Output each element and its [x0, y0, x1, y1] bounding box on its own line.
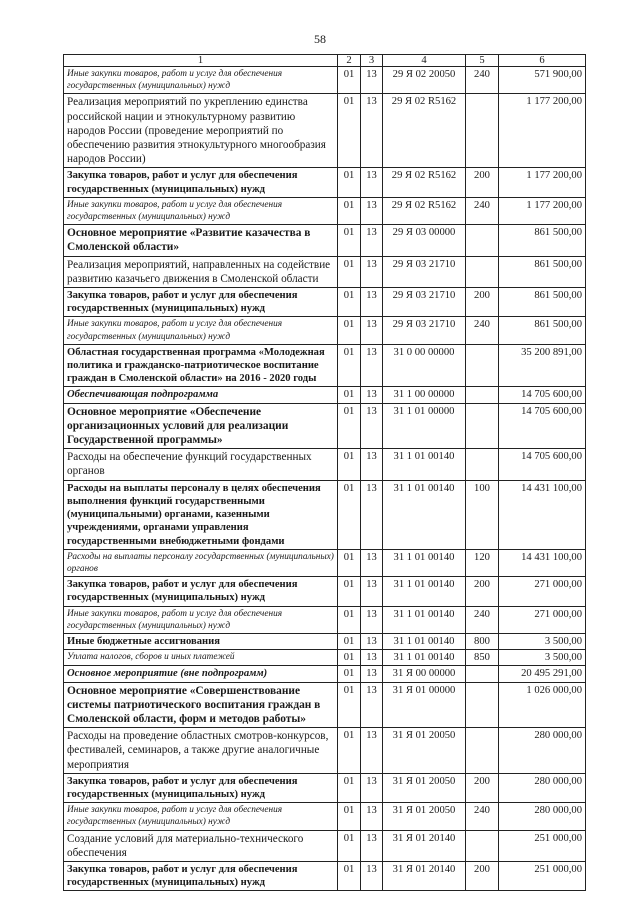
subsection-code: 13	[361, 830, 383, 861]
amount: 571 900,00	[499, 67, 586, 94]
expense-type-code	[466, 830, 499, 861]
table-row	[64, 577, 586, 606]
column-header: 5	[466, 55, 499, 67]
table-row	[64, 650, 586, 666]
expense-type-code	[466, 449, 499, 480]
table-row	[64, 728, 586, 774]
item-name: Основное мероприятие «Обеспечение организационных условий для реализации Государственной программы»	[64, 403, 338, 449]
amount: 14 705 600,00	[499, 403, 586, 449]
table-row	[64, 549, 586, 576]
subsection-code: 13	[361, 682, 383, 728]
table-row	[64, 67, 586, 94]
column-header: 6	[499, 55, 586, 67]
subsection-code: 13	[361, 344, 383, 387]
expense-type-code: 100	[466, 480, 499, 549]
subsection-code: 13	[361, 606, 383, 633]
section-code: 01	[338, 256, 361, 287]
table-row	[64, 94, 586, 168]
table-row	[64, 633, 586, 649]
table-row	[64, 344, 586, 387]
item-name: Иные закупки товаров, работ и услуг для обеспечения государственных (муниципальных) нужд	[64, 197, 338, 224]
expense-type-code: 200	[466, 577, 499, 606]
expense-type-code	[466, 225, 499, 256]
item-name: Иные бюджетные ассигнования	[64, 633, 338, 649]
expense-type-code: 200	[466, 288, 499, 317]
expense-type-code: 850	[466, 650, 499, 666]
subsection-code: 13	[361, 666, 383, 682]
expense-type-code: 240	[466, 67, 499, 94]
section-code: 01	[338, 288, 361, 317]
subsection-code: 13	[361, 168, 383, 197]
section-code: 01	[338, 803, 361, 830]
target-article-code: 31 Я 01 20050	[383, 728, 466, 774]
item-name: Иные закупки товаров, работ и услуг для обеспечения государственных (муниципальных) нужд	[64, 803, 338, 830]
amount: 1 177 200,00	[499, 197, 586, 224]
table-row	[64, 682, 586, 728]
expense-type-code: 240	[466, 197, 499, 224]
item-name: Расходы на выплаты персоналу в целях обеспечения выполнения функций государственными (муниципальными) органами, казенными учреждениями, органами управления государственными внебюджетными фондами	[64, 480, 338, 549]
item-name: Уплата налогов, сборов и иных платежей	[64, 650, 338, 666]
column-header: 1	[64, 55, 338, 67]
amount: 1 177 200,00	[499, 168, 586, 197]
expense-type-code	[466, 387, 499, 403]
subsection-code: 13	[361, 403, 383, 449]
target-article-code: 31 1 01 00140	[383, 606, 466, 633]
amount: 861 500,00	[499, 256, 586, 287]
subsection-code: 13	[361, 256, 383, 287]
amount: 1 177 200,00	[499, 94, 586, 168]
target-article-code: 31 Я 01 20050	[383, 773, 466, 802]
item-name: Основное мероприятие «Совершенствование системы патриотического воспитания граждан в Смоленской области, форм и методов работы»	[64, 682, 338, 728]
expense-type-code: 200	[466, 168, 499, 197]
section-code: 01	[338, 666, 361, 682]
column-header: 2	[338, 55, 361, 67]
subsection-code: 13	[361, 317, 383, 344]
subsection-code: 13	[361, 577, 383, 606]
section-code: 01	[338, 728, 361, 774]
expense-type-code: 240	[466, 317, 499, 344]
target-article-code: 31 1 01 00000	[383, 403, 466, 449]
subsection-code: 13	[361, 94, 383, 168]
amount: 14 431 100,00	[499, 480, 586, 549]
target-article-code: 29 Я 03 21710	[383, 317, 466, 344]
amount: 280 000,00	[499, 803, 586, 830]
expense-type-code: 120	[466, 549, 499, 576]
item-name: Основное мероприятие «Развитие казачества в Смоленской области»	[64, 225, 338, 256]
table-row	[64, 830, 586, 861]
section-code: 01	[338, 633, 361, 649]
target-article-code: 31 0 00 00000	[383, 344, 466, 387]
table-row	[64, 861, 586, 890]
subsection-code: 13	[361, 633, 383, 649]
item-name: Расходы на обеспечение функций государственных органов	[64, 449, 338, 480]
expense-type-code	[466, 403, 499, 449]
amount: 251 000,00	[499, 861, 586, 890]
target-article-code: 29 Я 02 20050	[383, 67, 466, 94]
table-row	[64, 317, 586, 344]
target-article-code: 31 1 01 00140	[383, 650, 466, 666]
subsection-code: 13	[361, 728, 383, 774]
item-name: Иные закупки товаров, работ и услуг для обеспечения государственных (муниципальных) нужд	[64, 67, 338, 94]
amount: 14 705 600,00	[499, 387, 586, 403]
section-code: 01	[338, 387, 361, 403]
table-row	[64, 449, 586, 480]
target-article-code: 31 Я 01 20140	[383, 861, 466, 890]
expense-type-code	[466, 682, 499, 728]
section-code: 01	[338, 830, 361, 861]
subsection-code: 13	[361, 861, 383, 890]
target-article-code: 31 1 01 00140	[383, 577, 466, 606]
target-article-code: 29 Я 02 R5162	[383, 168, 466, 197]
amount: 14 431 100,00	[499, 549, 586, 576]
amount: 280 000,00	[499, 728, 586, 774]
amount: 271 000,00	[499, 577, 586, 606]
subsection-code: 13	[361, 549, 383, 576]
section-code: 01	[338, 861, 361, 890]
item-name: Закупка товаров, работ и услуг для обеспечения государственных (муниципальных) нужд	[64, 773, 338, 802]
table-row	[64, 256, 586, 287]
item-name: Иные закупки товаров, работ и услуг для обеспечения государственных (муниципальных) нужд	[64, 317, 338, 344]
amount: 1 026 000,00	[499, 682, 586, 728]
column-header: 3	[361, 55, 383, 67]
subsection-code: 13	[361, 197, 383, 224]
subsection-code: 13	[361, 803, 383, 830]
item-name: Основное мероприятие (вне подпрограмм)	[64, 666, 338, 682]
table-row	[64, 225, 586, 256]
section-code: 01	[338, 168, 361, 197]
target-article-code: 31 1 01 00140	[383, 633, 466, 649]
table-row	[64, 197, 586, 224]
expense-type-code	[466, 256, 499, 287]
subsection-code: 13	[361, 480, 383, 549]
amount: 3 500,00	[499, 633, 586, 649]
item-name: Расходы на проведение областных смотров-конкурсов, фестивалей, семинаров, а также другие аналогичные мероприятия	[64, 728, 338, 774]
table-row	[64, 773, 586, 802]
target-article-code: 31 1 01 00140	[383, 480, 466, 549]
target-article-code: 29 Я 02 R5162	[383, 94, 466, 168]
item-name: Закупка товаров, работ и услуг для обеспечения государственных (муниципальных) нужд	[64, 577, 338, 606]
amount: 280 000,00	[499, 773, 586, 802]
amount: 861 500,00	[499, 288, 586, 317]
section-code: 01	[338, 317, 361, 344]
section-code: 01	[338, 606, 361, 633]
item-name: Обеспечивающая подпрограмма	[64, 387, 338, 403]
amount: 14 705 600,00	[499, 449, 586, 480]
section-code: 01	[338, 449, 361, 480]
item-name: Областная государственная программа «Молодежная политика и гражданско-патриотическое воспитание граждан в Смоленской области» на 2016 - 2020 годы	[64, 344, 338, 387]
section-code: 01	[338, 480, 361, 549]
expense-type-code: 200	[466, 773, 499, 802]
table-row	[64, 666, 586, 682]
target-article-code: 31 Я 01 20050	[383, 803, 466, 830]
section-code: 01	[338, 682, 361, 728]
target-article-code: 31 Я 01 00000	[383, 682, 466, 728]
subsection-code: 13	[361, 288, 383, 317]
item-name: Закупка товаров, работ и услуг для обеспечения государственных (муниципальных) нужд	[64, 288, 338, 317]
subsection-code: 13	[361, 387, 383, 403]
amount: 3 500,00	[499, 650, 586, 666]
table-row	[64, 606, 586, 633]
table-row	[64, 168, 586, 197]
section-code: 01	[338, 225, 361, 256]
table-row	[64, 387, 586, 403]
section-code: 01	[338, 650, 361, 666]
table-row	[64, 803, 586, 830]
table-row	[64, 288, 586, 317]
item-name: Реализация мероприятий, направленных на содействие развитию казачьего движения в Смоленской области	[64, 256, 338, 287]
page-number: 58	[314, 32, 326, 46]
table-row	[64, 403, 586, 449]
item-name: Закупка товаров, работ и услуг для обеспечения государственных (муниципальных) нужд	[64, 168, 338, 197]
target-article-code: 29 Я 03 00000	[383, 225, 466, 256]
amount: 271 000,00	[499, 606, 586, 633]
table-row	[64, 480, 586, 549]
section-code: 01	[338, 344, 361, 387]
expense-type-code	[466, 728, 499, 774]
section-code: 01	[338, 67, 361, 94]
target-article-code: 31 1 00 00000	[383, 387, 466, 403]
budget-table	[63, 54, 586, 891]
amount: 251 000,00	[499, 830, 586, 861]
amount: 861 500,00	[499, 317, 586, 344]
section-code: 01	[338, 94, 361, 168]
section-code: 01	[338, 549, 361, 576]
subsection-code: 13	[361, 650, 383, 666]
expense-type-code	[466, 344, 499, 387]
section-code: 01	[338, 773, 361, 802]
subsection-code: 13	[361, 67, 383, 94]
target-article-code: 31 1 01 00140	[383, 549, 466, 576]
amount: 35 200 891,00	[499, 344, 586, 387]
expense-type-code: 240	[466, 606, 499, 633]
table-body	[64, 67, 586, 891]
item-name: Создание условий для материально-технического обеспечения	[64, 830, 338, 861]
target-article-code: 29 Я 03 21710	[383, 288, 466, 317]
item-name: Закупка товаров, работ и услуг для обеспечения государственных (муниципальных) нужд	[64, 861, 338, 890]
expense-type-code: 200	[466, 861, 499, 890]
target-article-code: 31 Я 01 20140	[383, 830, 466, 861]
target-article-code: 29 Я 02 R5162	[383, 197, 466, 224]
target-article-code: 31 Я 00 00000	[383, 666, 466, 682]
amount: 861 500,00	[499, 225, 586, 256]
section-code: 01	[338, 577, 361, 606]
column-header: 4	[383, 55, 466, 67]
target-article-code: 31 1 01 00140	[383, 449, 466, 480]
expense-type-code: 800	[466, 633, 499, 649]
item-name: Реализация мероприятий по укреплению единства российской нации и этнокультурному развитию народов России (проведение мероприятий по обеспечению развития этнокультурного многообразия народов России)	[64, 94, 338, 168]
section-code: 01	[338, 197, 361, 224]
expense-type-code	[466, 666, 499, 682]
expense-type-code: 240	[466, 803, 499, 830]
expense-type-code	[466, 94, 499, 168]
column-number-row	[64, 55, 586, 67]
target-article-code: 29 Я 03 21710	[383, 256, 466, 287]
subsection-code: 13	[361, 449, 383, 480]
item-name: Иные закупки товаров, работ и услуг для обеспечения государственных (муниципальных) нужд	[64, 606, 338, 633]
section-code: 01	[338, 403, 361, 449]
item-name: Расходы на выплаты персоналу государственных (муниципальных) органов	[64, 549, 338, 576]
amount: 20 495 291,00	[499, 666, 586, 682]
subsection-code: 13	[361, 773, 383, 802]
subsection-code: 13	[361, 225, 383, 256]
